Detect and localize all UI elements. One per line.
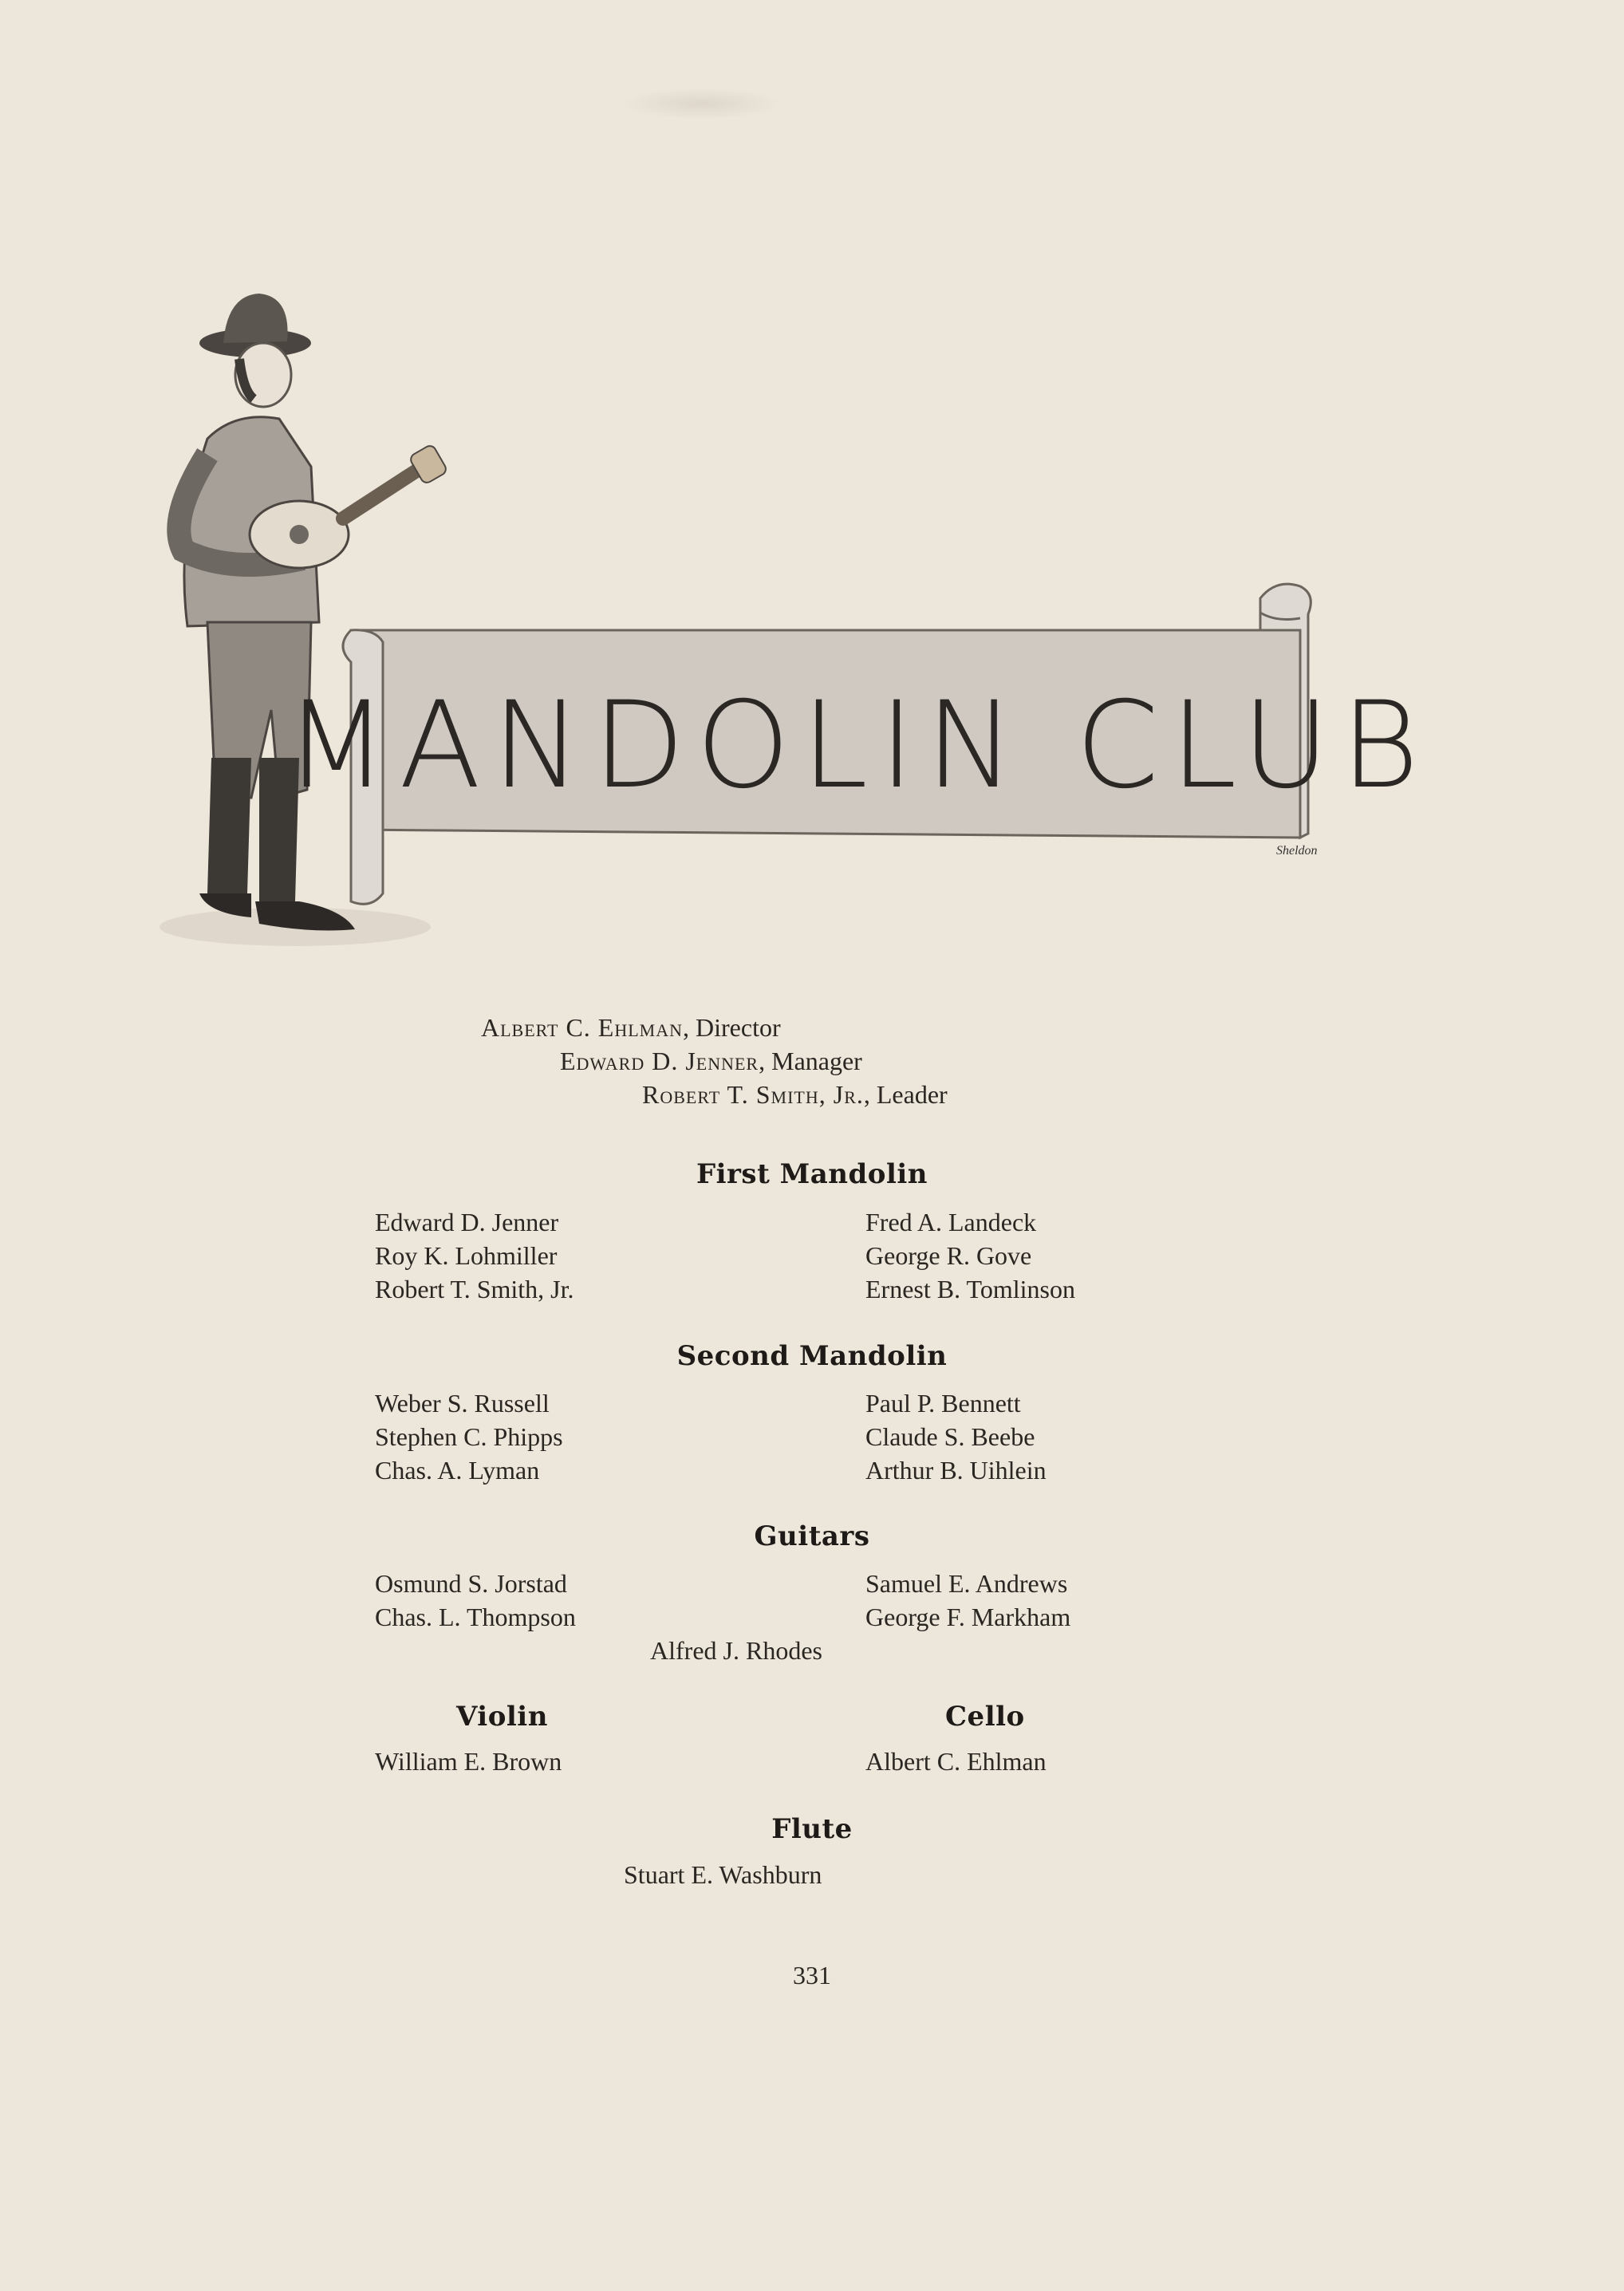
banner-title bbox=[284, 638, 1431, 854]
heading-violin: Violin bbox=[456, 1701, 548, 1733]
second-mandolin-right-list bbox=[865, 1386, 1047, 1487]
officer-name: Albert C. Ehlman bbox=[481, 1013, 684, 1042]
second-mandolin-left-list bbox=[375, 1386, 563, 1487]
violin-name: William E. Brown bbox=[375, 1747, 562, 1776]
list-item: George R. Gove bbox=[865, 1241, 1032, 1270]
officer-role: , Leader bbox=[863, 1080, 948, 1109]
officer-name: Robert T. Smith, Jr. bbox=[642, 1080, 864, 1109]
list-item: Claude S. Beebe bbox=[865, 1422, 1035, 1451]
first-mandolin-right-list bbox=[865, 1205, 1075, 1306]
page-number: 331 bbox=[793, 1961, 831, 1989]
heading-second-mandolin: Second Mandolin bbox=[676, 1340, 948, 1372]
heading-guitars: Guitars bbox=[754, 1520, 870, 1552]
list-item: George F. Markham bbox=[865, 1603, 1071, 1631]
officer-role: , Manager bbox=[759, 1047, 862, 1075]
heading-flute: Flute bbox=[771, 1813, 853, 1845]
list-item: Edward D. Jenner bbox=[375, 1208, 559, 1236]
list-item: Chas. A. Lyman bbox=[375, 1456, 540, 1485]
list-item: Paul P. Bennett bbox=[865, 1389, 1021, 1418]
heading-cello: Cello bbox=[945, 1701, 1025, 1733]
list-item: Stephen C. Phipps bbox=[375, 1422, 563, 1451]
officer-director bbox=[481, 1013, 781, 1043]
banner-title-text: MANDOLIN CLUB bbox=[284, 676, 1431, 815]
officer-name: Edward D. Jenner bbox=[560, 1047, 759, 1075]
list-item: Ernest B. Tomlinson bbox=[865, 1275, 1075, 1303]
paper-stain bbox=[622, 88, 782, 120]
heading-first-mandolin: First Mandolin bbox=[696, 1158, 928, 1190]
list-item: Osmund S. Jorstad bbox=[375, 1569, 567, 1598]
officer-manager bbox=[560, 1047, 862, 1076]
list-item: Weber S. Russell bbox=[375, 1389, 550, 1418]
artist-signature: Sheldon bbox=[1276, 844, 1318, 858]
list-item: Samuel E. Andrews bbox=[865, 1569, 1068, 1598]
officer-leader bbox=[642, 1080, 948, 1110]
first-mandolin-left-list bbox=[375, 1205, 574, 1306]
flute-name: Stuart E. Washburn bbox=[624, 1860, 822, 1889]
list-item: Chas. L. Thompson bbox=[375, 1603, 576, 1631]
guitars-center-name: Alfred J. Rhodes bbox=[650, 1636, 822, 1665]
guitars-right-list bbox=[865, 1567, 1070, 1634]
list-item: Roy K. Lohmiller bbox=[375, 1241, 558, 1270]
cello-name: Albert C. Ehlman bbox=[865, 1747, 1047, 1776]
list-item: Fred A. Landeck bbox=[865, 1208, 1037, 1236]
list-item: Arthur B. Uihlein bbox=[865, 1456, 1047, 1485]
guitars-left-list bbox=[375, 1567, 576, 1634]
officer-role: , Director bbox=[683, 1013, 781, 1042]
list-item: Robert T. Smith, Jr. bbox=[375, 1275, 574, 1303]
